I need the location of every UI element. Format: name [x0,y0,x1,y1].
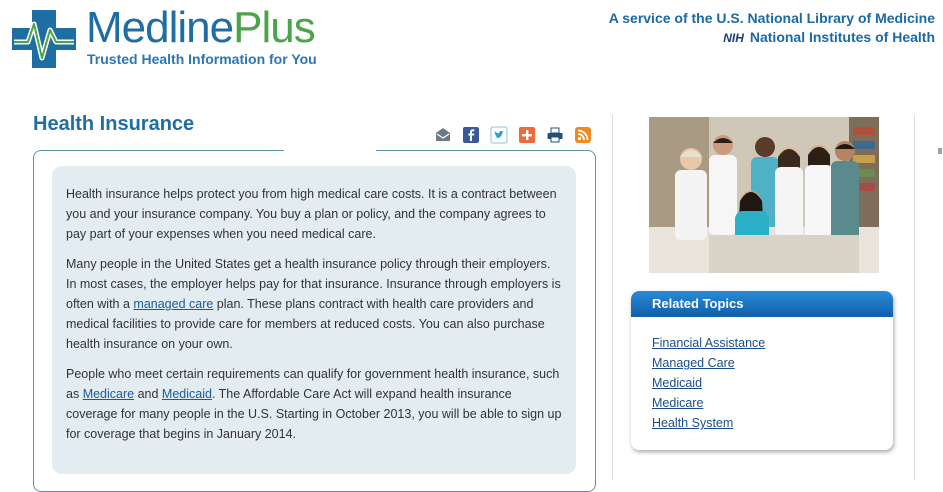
logo-wordmark [86,2,315,54]
p3-and: and [134,387,162,401]
nih-link[interactable] [609,28,935,48]
logo-medline: Medline [86,3,234,52]
page-title: Health Insurance [33,113,195,135]
p3-text-b: . The Affordable Care Act will expand health insurance coverage for many people in the U.S. Starting in October 2013, you will be able to sign up for coverage that begins in January 2014. [66,387,562,441]
summary-paragraph-3 [66,364,562,444]
nih-abbreviation: NIH [723,31,744,45]
service-info [609,9,935,48]
facebook-icon[interactable] [462,126,480,144]
print-icon[interactable] [546,126,564,144]
summary-paragraph-1: Health insurance helps protect you from high medical care costs. It is a contract between you and your insurance company. You buy a plan or policy, and the company agrees to pay part of your expenses when you need medical care. [66,187,557,241]
related-topics-title: Related Topics [631,291,893,317]
list-item [652,393,893,413]
related-topics-list [652,333,893,433]
list-item [652,333,893,353]
email-icon[interactable] [434,126,452,144]
summary-text [52,166,576,474]
related-financial-assistance-link[interactable]: Financial Assistance [652,336,766,350]
p2-text-a: Many people in the United States get a health insurance policy through their employers. In most cases, the employer helps pay for that insurance. Insurance through employers is often with a [66,257,561,311]
health-care-workers-photo [649,117,879,273]
edge-marker [938,148,942,154]
medlineplus-logo[interactable] [10,3,340,70]
tagline: Trusted Health Information for You [87,51,317,67]
p2-text-b: plan. These plans contract with health care providers and medical facilities to provide care for members at reduced costs. You can also purchase health insurance on your own. [66,297,545,351]
medlineplus-cross-icon [10,8,78,70]
related-health-system-link[interactable]: Health System [652,416,734,430]
rss-icon[interactable] [574,126,592,144]
p3-text-a: People who meet certain requirements can qualify for government health insurance, such as [66,367,560,401]
column-divider-left [612,115,613,480]
related-topics-panel [631,291,893,450]
logo-plus: Plus [233,3,315,52]
nlm-link[interactable]: A service of the U.S. National Library of Medicine [608,10,935,26]
column-divider-right [914,115,915,480]
nih-name: National Institutes of Health [749,29,935,45]
summary-container [33,150,596,492]
list-item [652,373,893,393]
share-toolbar [434,126,592,144]
related-medicare-link[interactable]: Medicare [652,396,704,410]
related-medicaid-link[interactable]: Medicaid [652,376,703,390]
related-managed-care-link[interactable]: Managed Care [652,356,735,370]
twitter-icon[interactable] [490,126,508,144]
tab-notch [284,150,376,153]
managed-care-link[interactable]: managed care [133,297,214,311]
medicaid-link[interactable]: Medicaid [161,387,212,401]
medicare-link[interactable]: Medicare [82,387,135,401]
list-item [652,413,893,433]
share-plus-icon[interactable] [518,126,536,144]
list-item [652,353,893,373]
summary-paragraph-2 [66,254,562,354]
